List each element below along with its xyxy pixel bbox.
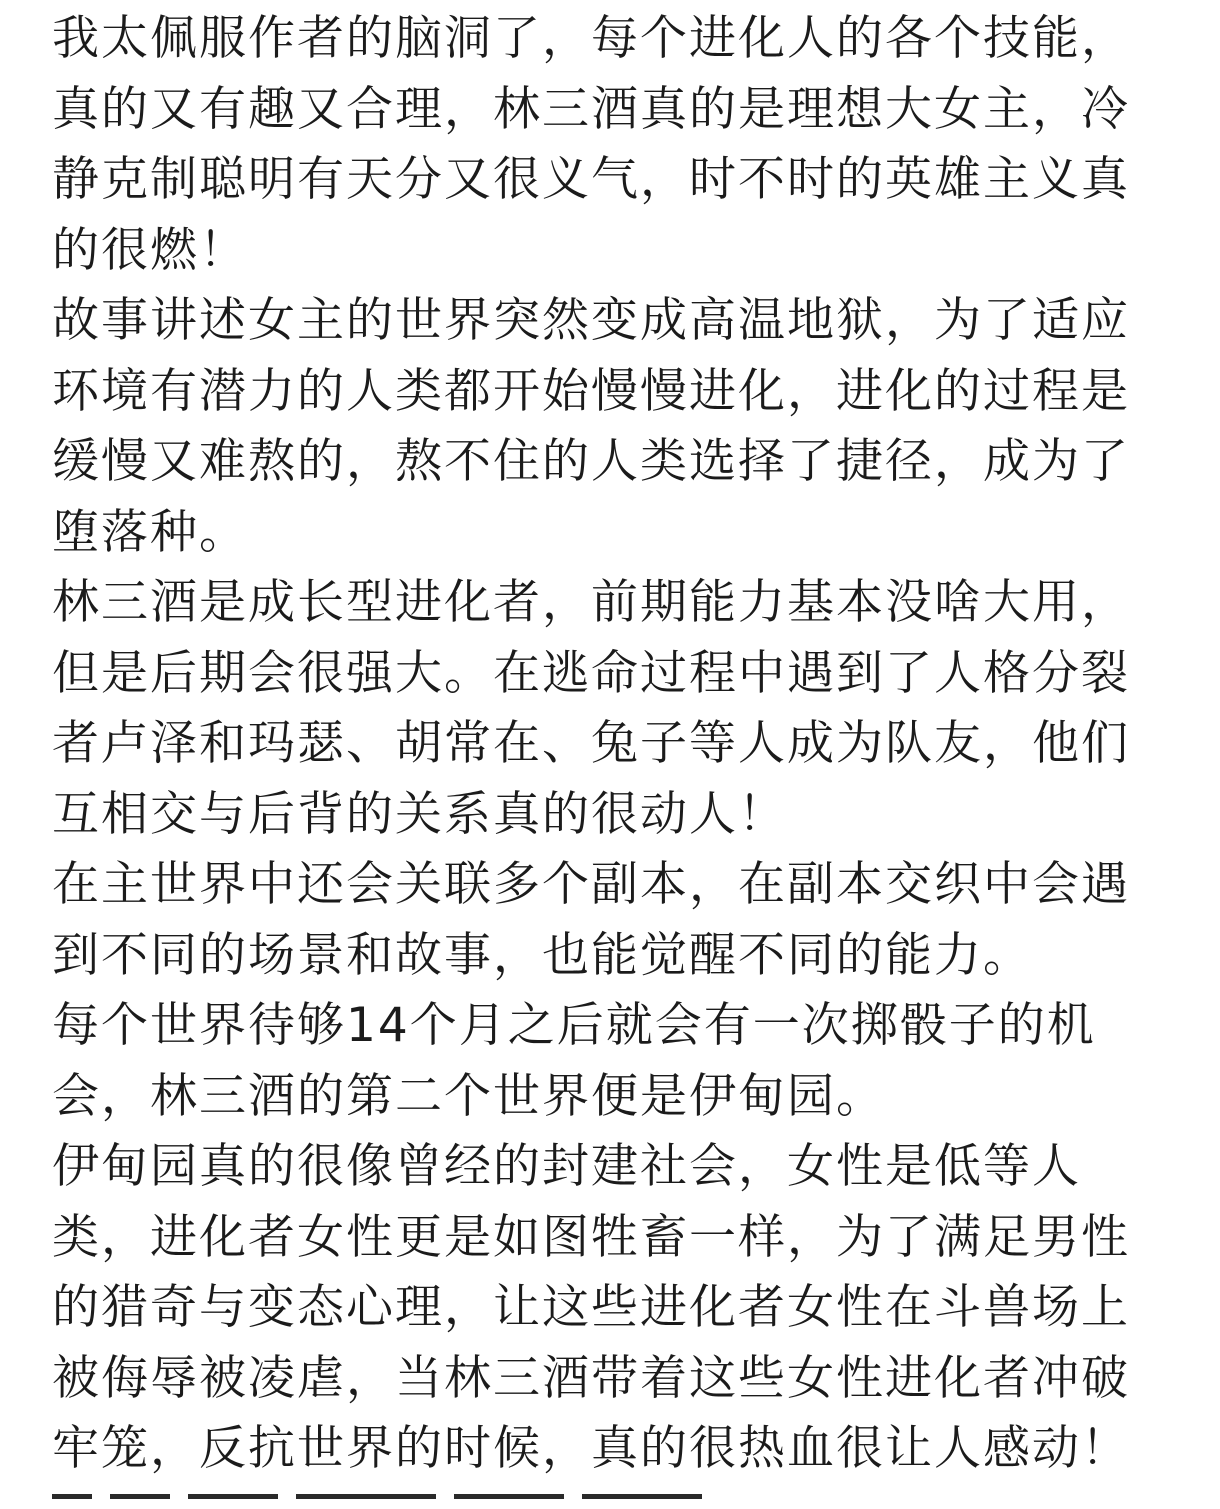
article-body — [52, 4, 1162, 1485]
paragraph-6: 伊甸园真的很像曾经的封建社会，女性是低等人类，进化者女性更是如图牲畜一样，为了满足男性的猎奇与变态心理，让这些进化者女性在斗兽场上被侮辱被凌虐，当林三酒带着这些女性进化者冲破牢笼，反抗世界的时候，真的很热血很让人感动！ — [52, 1139, 1130, 1476]
cropped-text-line — [52, 1494, 812, 1509]
paragraph-5: 每个世界待够14个月之后就会有一次掷骰子的机会，林三酒的第二个世界便是伊甸园。 — [52, 998, 1096, 1124]
paragraph-2: 故事讲述女主的世界突然变成高温地狱，为了适应环境有潜力的人类都开始慢慢进化，进化的过程是缓慢又难熬的，熬不住的人类选择了捷径，成为了堕落种。 — [52, 293, 1130, 560]
paragraph-1: 我太佩服作者的脑洞了，每个进化人的各个技能，真的又有趣又合理，林三酒真的是理想大女主，冷静克制聪明有天分又很义气，时不时的英雄主义真的很燃！ — [52, 11, 1130, 278]
paragraph-3: 林三酒是成长型进化者，前期能力基本没啥大用，但是后期会很强大。在逃命过程中遇到了人格分裂者卢泽和玛瑟、胡常在、兔子等人成为队友，他们互相交与后背的关系真的很动人！ — [52, 575, 1130, 842]
paragraph-4: 在主世界中还会关联多个副本，在副本交织中会遇到不同的场景和故事，也能觉醒不同的能力。 — [52, 857, 1130, 983]
